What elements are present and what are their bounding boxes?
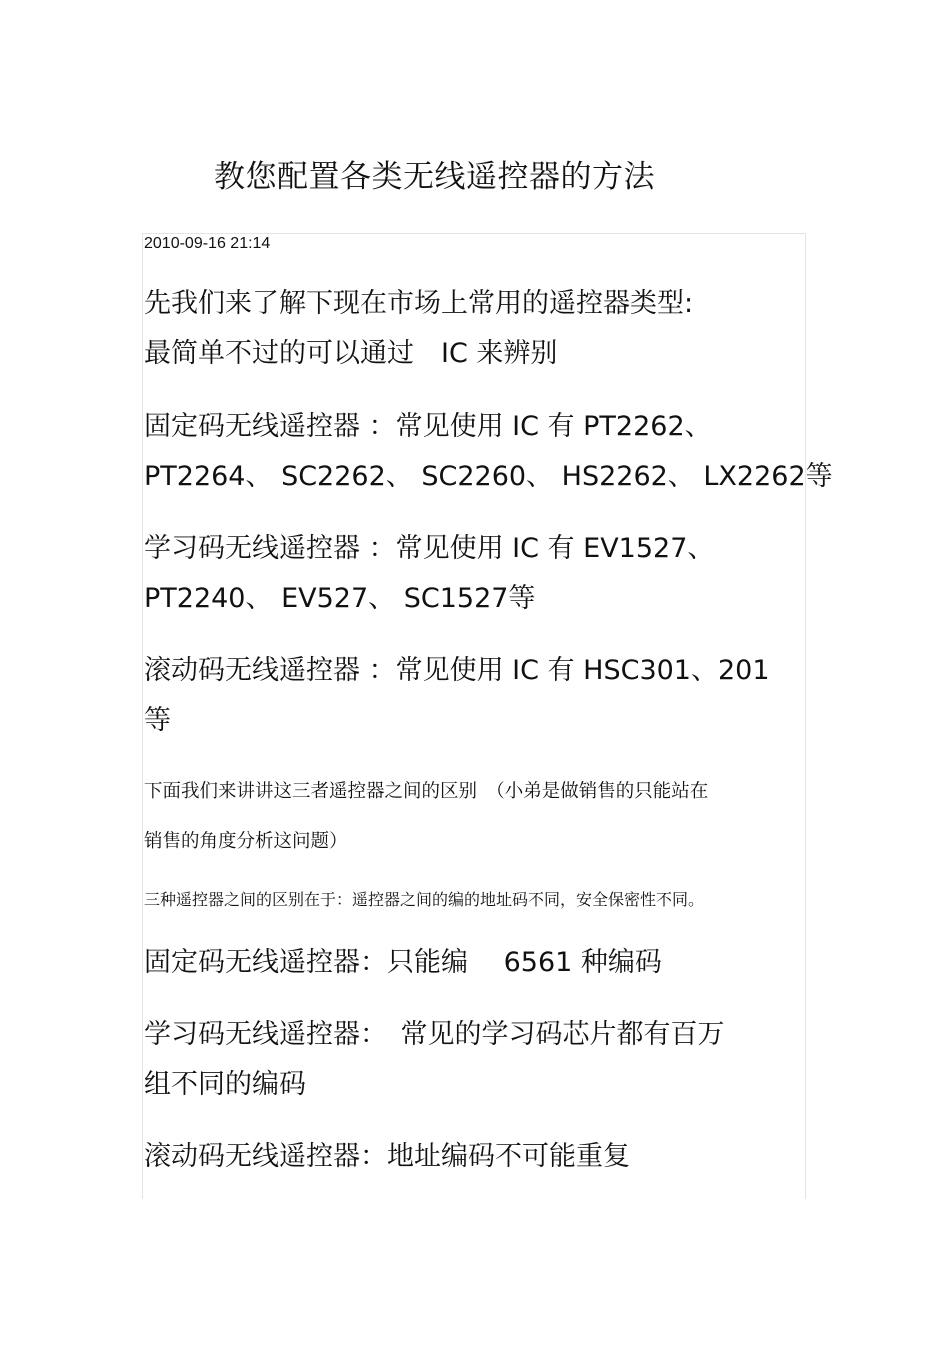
post-date: 2010-09-16 21:14 bbox=[144, 235, 271, 252]
paragraph-rolling-code-line-2: 等 bbox=[144, 705, 171, 736]
paragraph-learning-code-line-1: 学习码无线遥控器 ：常见使用 IC 有 EV1527、 bbox=[144, 533, 715, 564]
paragraph-comparison-line-1: 下面我们来讲讲这三者遥控器之间的区别 （小弟是做销售的只能站在 bbox=[144, 781, 709, 802]
paragraph-fixed-code-line-2: PT2264、 SC2262、 SC2260、 HS2262、 LX2262等 bbox=[144, 461, 833, 492]
paragraph-rolling-code-unique: 滚动码无线遥控器：地址编码不可能重复 bbox=[144, 1141, 630, 1172]
paragraph-fixed-code-line-1: 固定码无线遥控器 ：常见使用 IC 有 PT2262、 bbox=[144, 411, 712, 442]
paragraph-learning-code-count-line-2: 组不同的编码 bbox=[144, 1069, 306, 1100]
paragraph-intro-line-2: 最简单不过的可以通过 IC 来辨别 bbox=[144, 338, 558, 369]
paragraph-learning-code-count-line-1: 学习码无线遥控器： 常见的学习码芯片都有百万 bbox=[144, 1019, 725, 1050]
paragraph-learning-code-line-2: PT2240、 EV527、 SC1527等 bbox=[144, 583, 536, 614]
paragraph-intro-line-1: 先我们来了解下现在市场上常用的遥控器类型: bbox=[144, 288, 694, 319]
document-title: 教您配置各类无线遥控器的方法 bbox=[214, 159, 655, 195]
paragraph-rolling-code-line-1: 滚动码无线遥控器 ：常见使用 IC 有 HSC301、201 bbox=[144, 655, 770, 686]
paragraph-difference: 三种遥控器之间的区别在于：遥控器之间的编的地址码不同，安全保密性不同。 bbox=[144, 890, 705, 909]
paragraph-fixed-code-count: 固定码无线遥控器：只能编 6561 种编码 bbox=[144, 947, 662, 978]
paragraph-comparison-line-2: 销售的角度分析这问题） bbox=[144, 831, 348, 852]
